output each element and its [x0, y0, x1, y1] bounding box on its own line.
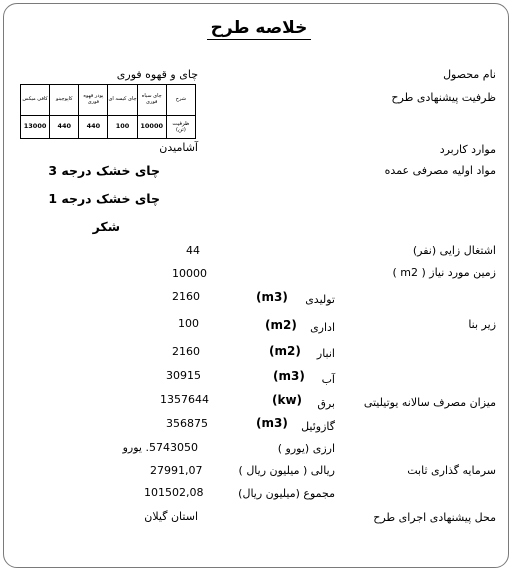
location-value: استان گیلان: [144, 510, 198, 523]
capacity-header-cell: شرح: [166, 85, 195, 116]
capacity-value-cell: 13000: [21, 116, 50, 139]
product-name-label: نام محصول: [443, 68, 496, 81]
capital-value: 5743050. یورو: [122, 441, 198, 454]
capital-value: 101502,08: [144, 486, 204, 499]
utility-sub-label: گازوئیل: [301, 420, 335, 433]
utility-value: 1357644: [160, 393, 209, 406]
utility-value: 356875: [166, 417, 208, 430]
building-value: 2160: [172, 290, 200, 303]
material-item: شکر: [92, 219, 120, 234]
building-sub-label: اداری: [310, 321, 335, 334]
product-name-value: چای و قهوه فوری: [116, 68, 198, 81]
building-unit: (m3): [256, 290, 288, 304]
capacity-value-cell: 440: [79, 116, 108, 139]
utility-unit: (m3): [273, 369, 305, 383]
utility-unit: (m3): [256, 416, 288, 430]
building-sub-label: انبار: [316, 347, 335, 360]
utility-sub-label: برق: [317, 397, 335, 410]
capacity-value-cell: 440: [50, 116, 79, 139]
usage-label: موارد کاربرد: [439, 143, 496, 156]
capital-sub-label: ارزی (یورو ): [277, 442, 335, 455]
capital-value: 27991,07: [150, 464, 203, 477]
capacity-header-cell: چای سیاه فوری: [137, 85, 166, 116]
building-unit: (m2): [265, 318, 297, 332]
land-value: 10000: [172, 267, 207, 280]
material-item: چای خشک درجه 3: [48, 163, 160, 178]
building-sub-label: تولیدی: [305, 293, 335, 306]
page-title: خلاصه طرح: [0, 18, 518, 38]
location-label: محل پیشنهادی اجرای طرح: [373, 511, 496, 524]
capacity-header-cell: کافی میکس: [21, 85, 50, 116]
capacity-header-cell: پودر قهوه فوری: [79, 85, 108, 116]
utilities-label: میزان مصرف سالانه یوتیلیتی: [363, 396, 496, 409]
land-label: زمین مورد نیاز ( m2 ): [392, 266, 496, 279]
employment-value: 44: [186, 244, 200, 257]
capacity-value-cell: 10000: [137, 116, 166, 139]
capacity-label: ظرفیت پیشنهادی طرح: [391, 91, 496, 104]
materials-label: مواد اولیه مصرفی عمده: [384, 164, 496, 177]
capacity-row-label: ظرفیت (تن): [166, 116, 195, 139]
building-label: زیر بنا: [468, 318, 496, 331]
capital-sub-label: ریالی ( میلیون ریال ): [238, 464, 335, 477]
usage-value: آشامیدن: [159, 141, 198, 154]
capacity-table: [20, 84, 196, 139]
building-value: 2160: [172, 345, 200, 358]
building-value: 100: [178, 317, 199, 330]
capital-sub-label: مجموع (میلیون ریال): [238, 487, 335, 500]
employment-label: اشتغال زایی (نفر): [412, 244, 496, 257]
utility-unit: (kw): [272, 393, 303, 407]
capacity-value-cell: 100: [108, 116, 137, 139]
utility-sub-label: آب: [321, 373, 335, 386]
building-unit: (m2): [269, 344, 301, 358]
capital-label: سرمایه گذاری ثابت: [407, 464, 496, 477]
utility-value: 30915: [166, 369, 201, 382]
capacity-header-cell: چای کیسه ای: [108, 85, 137, 116]
material-item: چای خشک درجه 1: [48, 191, 160, 206]
capacity-header-cell: کاپوچینو: [50, 85, 79, 116]
